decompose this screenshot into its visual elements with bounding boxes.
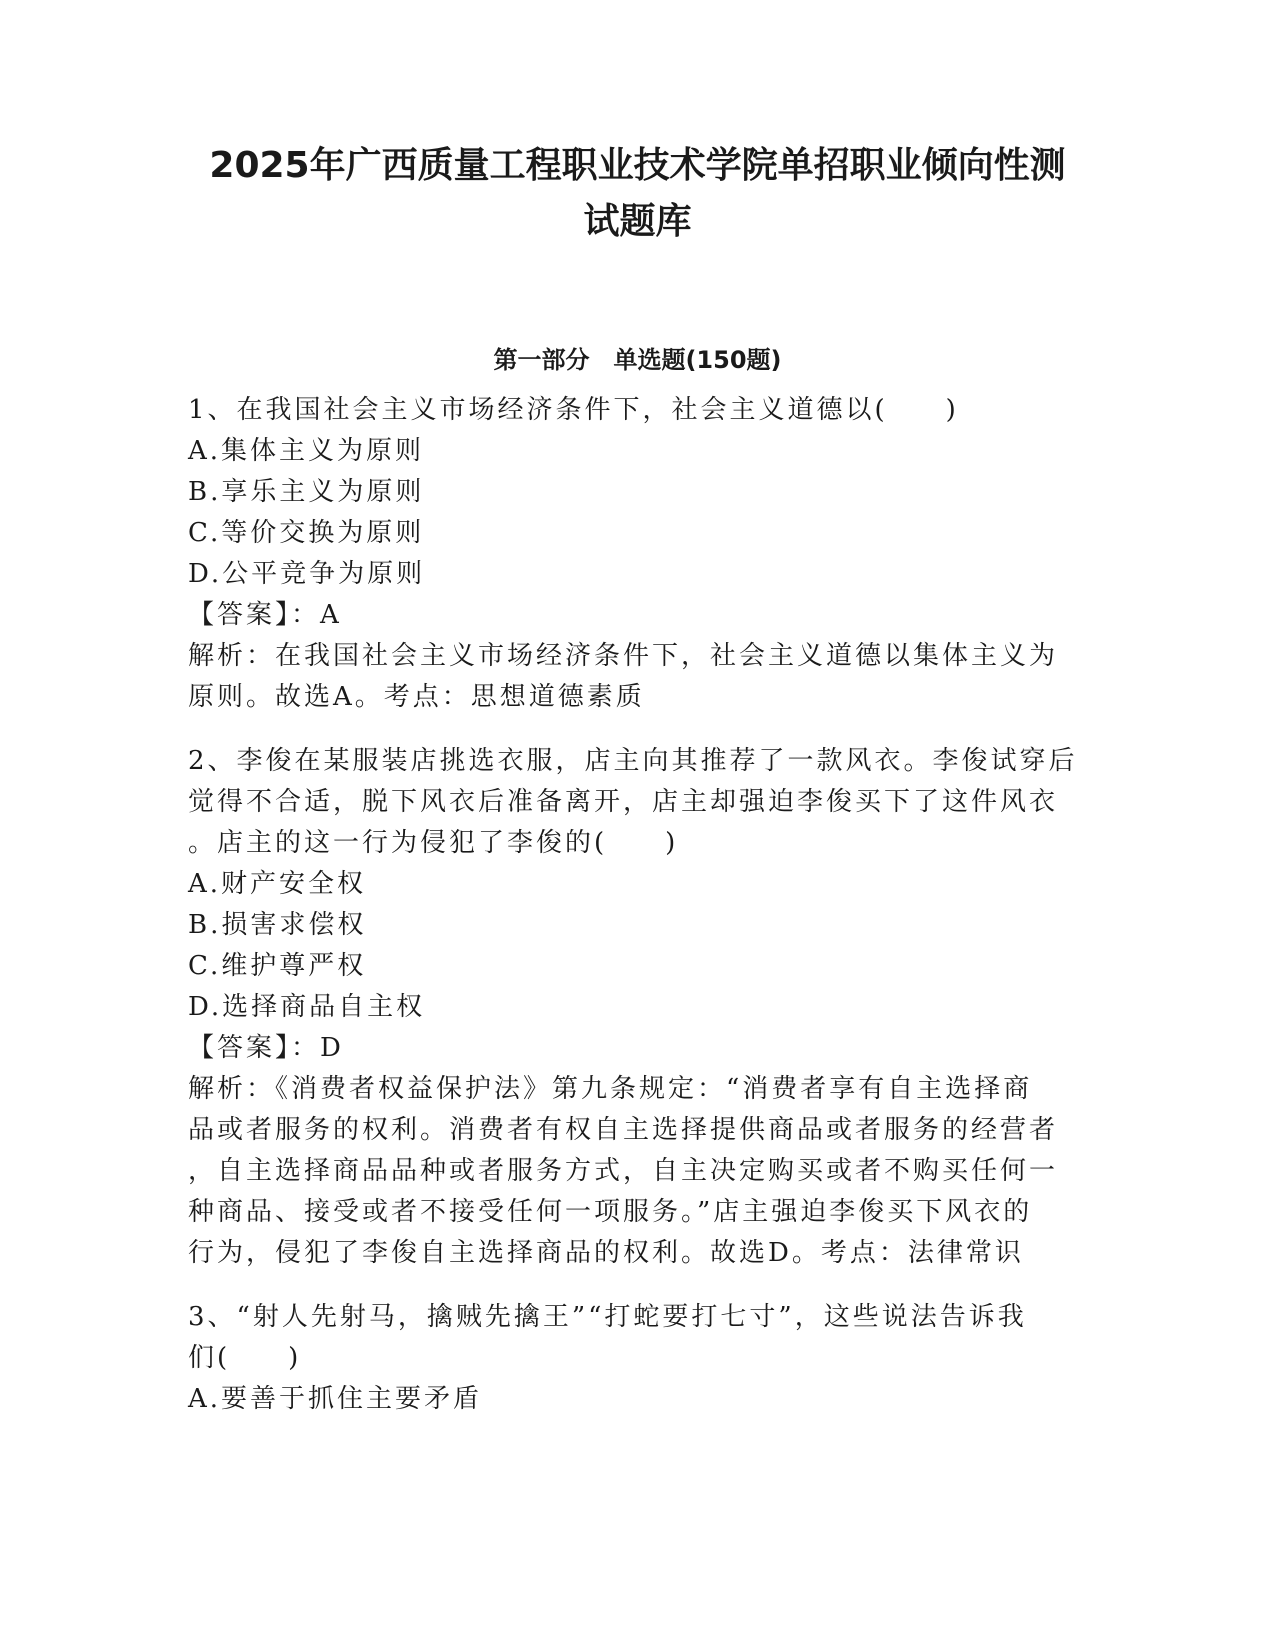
analysis-line: 种商品、接受或者不接受任何一项服务。”店主强迫李俊买下风衣的 [188, 1197, 1033, 1227]
analysis-line: 品或者服务的权利。消费者有权自主选择提供商品或者服务的经营者 [188, 1115, 1059, 1145]
option-b: B.享乐主义为原则 [188, 477, 425, 507]
analysis-line: ，自主选择商品品种或者服务方式，自主决定购买或者不购买任何一 [188, 1156, 1059, 1186]
question-stem: 。店主的这一行为侵犯了李俊的( ) [188, 828, 679, 858]
question-stem: 觉得不合适，脱下风衣后准备离开，店主却强迫李俊买下了这件风衣 [188, 787, 1059, 817]
document-title-line-1: 2025年广西质量工程职业技术学院单招职业倾向性测 [209, 145, 1066, 186]
option-c: C.等价交换为原则 [188, 518, 425, 548]
document-title-line-2: 试题库 [583, 201, 692, 242]
answer: 【答案】：D [188, 1033, 344, 1063]
option-d: D.选择商品自主权 [188, 992, 426, 1022]
answer: 【答案】：A [188, 600, 342, 630]
analysis-line: 原则。故选A。考点：思想道德素质 [188, 682, 645, 712]
analysis-line: 解析：在我国社会主义市场经济条件下，社会主义道德以集体主义为 [188, 641, 1059, 671]
option-c: C.维护尊严权 [188, 951, 367, 981]
option-a: A.集体主义为原则 [188, 436, 425, 466]
option-a: A.要善于抓住主要矛盾 [188, 1384, 483, 1414]
question-stem: 1、在我国社会主义市场经济条件下，社会主义道德以( ) [188, 395, 959, 425]
question-stem: 3、“射人先射马，擒贼先擒王”“打蛇要打七寸”，这些说法告诉我 [188, 1302, 1027, 1332]
section-heading: 第一部分 单选题(150题) [493, 346, 782, 374]
option-a: A.财产安全权 [188, 869, 367, 899]
analysis-line: 行为，侵犯了李俊自主选择商品的权利。故选D。考点：法律常识 [188, 1238, 1024, 1268]
analysis-line: 解析：《消费者权益保护法》第九条规定：“消费者享有自主选择商 [188, 1074, 1033, 1104]
question-stem: 们( ) [188, 1343, 302, 1373]
question-stem: 2、李俊在某服装店挑选衣服，店主向其推荐了一款风衣。李俊试穿后 [188, 746, 1078, 776]
option-d: D.公平竞争为原则 [188, 559, 426, 589]
option-b: B.损害求偿权 [188, 910, 367, 940]
